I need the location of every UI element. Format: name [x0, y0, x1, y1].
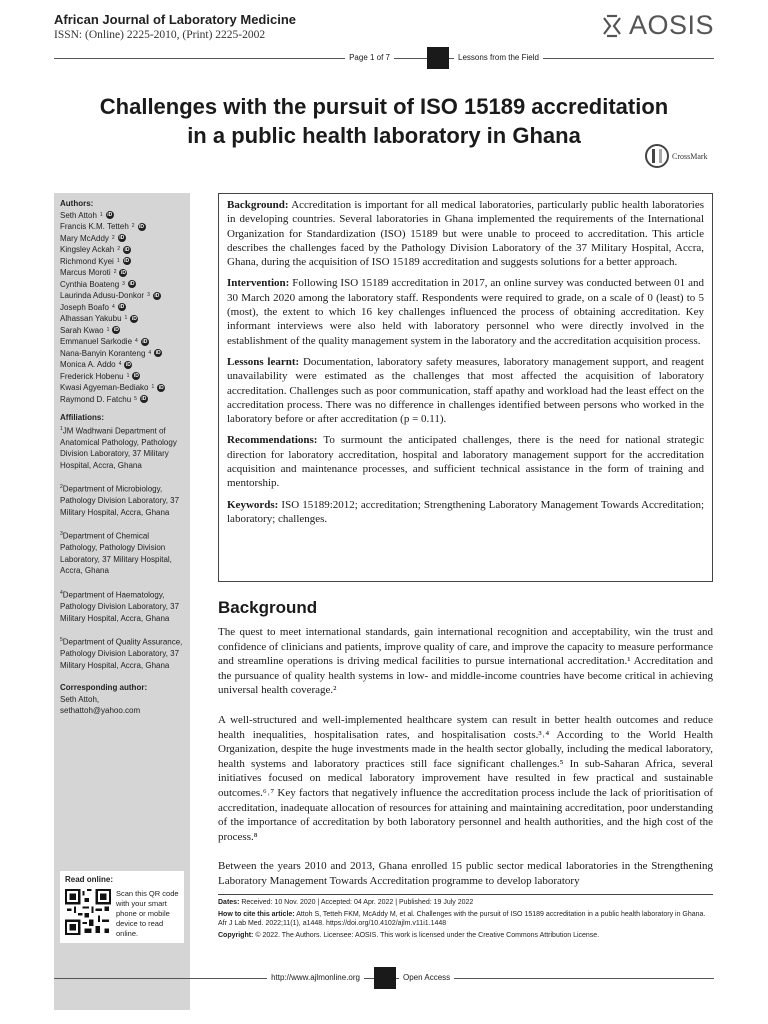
affiliation-item: $^3$Department of Chemical Pathology, Pathology Division Laboratory, 37 Military Hospital, Accra, Ghana — [60, 531, 172, 576]
publisher-name: AOSIS — [628, 10, 714, 40]
orcid-icon[interactable]: iD — [125, 361, 131, 368]
orcid-icon[interactable]: iD — [129, 281, 135, 288]
affiliation-list — [60, 424, 184, 672]
author-name: Sarah Kwao — [60, 325, 104, 335]
author-name: Mary McAddy — [60, 233, 109, 243]
author-affiliation-number: 3 — [122, 280, 125, 287]
journal-name: African Journal of Laboratory Medicine — [54, 12, 296, 27]
author-affiliation-number: 1 — [124, 315, 128, 321]
aosis-logo-icon — [601, 14, 623, 38]
orcid-icon[interactable]: iD — [155, 350, 161, 357]
orcid-icon[interactable]: iD — [142, 338, 148, 345]
author-name: Marcus Moroti — [60, 268, 111, 277]
journal-url-link[interactable]: http://www.ajlmonline.org — [267, 973, 364, 982]
open-access-label: Open Access — [399, 973, 454, 982]
corresponding-heading: Corresponding author: — [60, 683, 148, 693]
affiliations-heading: Affiliations: — [60, 413, 104, 422]
author-affiliation-number: 5 — [134, 395, 137, 402]
article-title: Challenges with the pursuit of ISO 15189 accreditation in a public health laboratory in Ghana — [99, 94, 669, 148]
orcid-icon[interactable]: iD — [119, 304, 125, 311]
author-name: Kingsley Ackah — [60, 245, 115, 254]
corresponding-email[interactable]: sethattoh@yahoo.com — [60, 706, 141, 716]
author-list — [60, 210, 184, 406]
author-item — [60, 313, 184, 325]
author-item — [60, 221, 184, 233]
sidebar — [54, 193, 190, 1010]
author-item — [60, 290, 184, 302]
read-online-box — [60, 871, 184, 943]
author-name: Cynthia Boateng — [60, 279, 120, 289]
section-label: Lessons from the Field — [454, 53, 543, 62]
read-online-instructions: Scan this QR code with your smart phone or mobile device to read online. — [116, 888, 179, 938]
orcid-icon[interactable]: iD — [133, 373, 139, 380]
page-number: Page 1 of 7 — [345, 53, 394, 62]
author-affiliation-number: 1 — [106, 326, 110, 333]
abstract-background: Background: Accreditation is important for all medical laboratories, particularly public health laboratories in developing countries. Several laboratories in Ghana implemented the requirements of the International Organization for Standardization (ISO) 15189 but were unable to proceed to accreditation. This article describes the challenges faced by the Pathology Division Laboratory of the 37 Military Hospital, Accra, Ghana, during the acquisition of ISO 15189 accreditation and suggests solutions for a better approach. — [227, 199, 704, 269]
qr-code-icon[interactable] — [65, 889, 111, 935]
body-paragraph: Between the years 2010 and 2013, Ghana enrolled 15 public sector medical laboratories in the Strengthening Laboratory Management Towards Accreditation programme to develop laboratory — [218, 860, 713, 887]
author-affiliation-number: 4 — [118, 361, 122, 367]
author-item — [60, 256, 184, 268]
read-online-heading: Read online: — [65, 875, 114, 884]
affiliation-item: $^1$JM Wadhwani Department of Anatomical Pathology, Pathology Division Laboratory, 37 Military Hospital, Accra, Ghana — [60, 425, 177, 470]
author-affiliation-number: 2 — [111, 234, 115, 241]
abstract-recommendations: Recommendations: To surmount the anticipated challenges, there is the need for national strategic direction for laboratory accreditation, hospital and laboratory management support for the accreditation acquisition and maintenance processes, and sufficient technical assistance in the form of training and mentorship. — [227, 434, 704, 490]
orcid-icon[interactable]: iD — [154, 292, 160, 299]
author-item — [60, 359, 184, 371]
abstract-intervention: Intervention: Following ISO 15189 accreditation in 2017, an online survey was conducted between 01 and 30 March 2020 among the laboratory staff. Respondents were required to grade, on a scale of 0 (least) to 5 (most), the extent to which 16 key challenges influenced the process of obtaining accreditation. Key informant interviews were also held with laboratory personnel who were directly involved in the establishment of the quality management system in the laboratory and the accreditation acquisition process. — [227, 277, 704, 347]
author-item — [60, 382, 184, 394]
copyright-line: Copyright: © 2022. The Authors. Licensee: AOSIS. This work is licensed under the Creative Commons Attribution License. — [218, 931, 600, 939]
author-name: Monica A. Addo — [60, 360, 116, 369]
author-item — [60, 302, 184, 314]
corresponding-name: Seth Attoh, — [60, 694, 100, 704]
orcid-icon[interactable]: iD — [119, 235, 125, 242]
author-name: Emmanuel Sarkodie — [60, 337, 133, 346]
author-item — [60, 210, 184, 222]
affiliation-item: $^2$Department of Microbiology, Pathology Division Laboratory, 37 Military Hospital, Accra, Ghana — [60, 484, 180, 517]
abstract-box — [218, 193, 713, 582]
author-item — [60, 267, 184, 279]
orcid-icon[interactable]: iD — [141, 396, 147, 403]
top-bar — [54, 47, 714, 69]
orcid-icon[interactable]: iD — [113, 327, 119, 334]
author-affiliation-number: 1 — [151, 384, 155, 390]
body-paragraph: The quest to meet international standards, gain international recognition and acceptability, win the trust and confidence of clinicians and patients, improve quality of care, and improve the capacity to measure performance and streamline operations is driving medical facilities to pursue international accreditation.¹ Accreditation and the pursuance of quality health systems in low- and middle-income countries have become critical in achieving universal health coverage.² — [218, 626, 713, 697]
orcid-icon[interactable]: iD — [124, 258, 130, 265]
author-affiliation-number: 2 — [117, 246, 121, 252]
author-name: Joseph Boafo — [60, 302, 109, 312]
author-item — [60, 325, 184, 337]
author-name: Alhassan Yakubu — [60, 314, 122, 323]
author-item — [60, 371, 184, 383]
authors-heading: Authors: — [60, 199, 94, 208]
author-affiliation-number: 2 — [113, 269, 117, 275]
author-affiliation-number: 1 — [99, 211, 103, 218]
orcid-icon[interactable]: iD — [124, 246, 130, 253]
dates-line: Dates: Received: 10 Nov. 2020 | Accepted: 04 Apr. 2022 | Published: 19 July 2022 — [218, 899, 474, 906]
orcid-icon[interactable]: iD — [131, 315, 137, 322]
author-item — [60, 244, 184, 256]
orcid-icon[interactable]: iD — [139, 223, 145, 230]
publisher-logo[interactable] — [601, 12, 714, 39]
crossmark-badge[interactable]: CrossMark — [645, 144, 708, 168]
crossmark-icon — [645, 144, 669, 168]
author-item — [60, 348, 184, 360]
author-name: Nana-Banyin Koranteng — [60, 348, 146, 358]
author-affiliation-number: 2 — [131, 223, 135, 229]
orcid-icon[interactable]: iD — [107, 212, 113, 219]
author-affiliation-number: 4 — [148, 349, 152, 356]
affiliation-item: $^5$Department of Quality Assurance, Pathology Division Laboratory, 37 Military Hospital, Accra, Ghana — [60, 637, 183, 670]
author-name: Frederick Hobenu — [60, 371, 124, 381]
bottom-bar — [54, 967, 714, 989]
author-name: Raymond D. Fatchu — [60, 394, 132, 404]
author-name: Kwasi Agyeman-Bediako — [60, 383, 149, 392]
author-item — [60, 233, 184, 245]
author-affiliation-number: 3 — [147, 292, 150, 298]
affiliation-item: $^4$Department of Haematology, Pathology Division Laboratory, 37 Military Hospital, Accra, Ghana — [60, 589, 180, 623]
author-item — [60, 279, 184, 291]
issn: ISSN: (Online) 2225-2010, (Print) 2225-2002 — [54, 29, 266, 41]
body-paragraph: A well-structured and well-implemented healthcare system can result in better health outcomes and reduce health inequalities, hospitalisation rates, and hospitalisation costs.³˒⁴ According to the World Health Organization, despite the huge investments made in the health sector globally, including the medical laboratory, health systems and laboratory practices still face significant challenges.⁵ In sub-Saharan Africa, several initiatives focused on medical laboratory improvement have resulted in few practical and sustainable outcomes.⁶˒⁷ Key factors that negatively influence the accreditation process include the lack of prioritisation of accreditation, inadequate allocation of resources for attaining and maintaining accreditation, poor understanding of the importance of accreditation by both laboratory personnel and health authorities, and the high cost of the process.⁸ — [218, 714, 713, 843]
author-affiliation-number: 1 — [126, 372, 130, 379]
article-info — [218, 894, 713, 942]
author-name: Francis K.M. Tetteh — [60, 222, 129, 231]
abstract-lessons: Lessons learnt: Documentation, laboratory safety measures, laboratory management support, and reagent unavailability were estimated as the challenges that most affected the acquisition of laboratory accreditation. Challenges such as poor communication, staff apathy and workload had the least effect on the accreditation process. There was no difference in challenges identified between persons who worked in the laboratory before or after accreditation (p = 0.11). — [227, 355, 704, 426]
author-name: Richmond Kyei — [60, 256, 114, 266]
author-item — [60, 394, 184, 406]
orcid-icon[interactable]: iD — [120, 269, 126, 276]
section-heading-background: Background — [218, 598, 318, 617]
orcid-icon[interactable]: iD — [158, 384, 164, 391]
citation-line: How to cite this article: Attoh S, Tetteh FKM, McAddy M, et al. Challenges with the pursuit of ISO 15189 accreditation in a public health laboratory in Ghana. Afr J Lab Med. 2022;11(1), a1448. https://doi.org/10.4102/ajlm.v11i1.1448 — [218, 910, 706, 927]
author-name: Seth Attoh — [60, 210, 97, 220]
abstract-keywords: Keywords: ISO 15189:2012; accreditation; Strengthening Laboratory Management Towards Accreditation; laboratory; challenges. — [227, 498, 705, 525]
author-affiliation-number: 1 — [116, 257, 120, 264]
author-name: Laurinda Adusu-Donkor — [60, 291, 145, 300]
author-affiliation-number: 4 — [135, 338, 138, 344]
author-item — [60, 336, 184, 348]
author-affiliation-number: 4 — [111, 303, 115, 310]
